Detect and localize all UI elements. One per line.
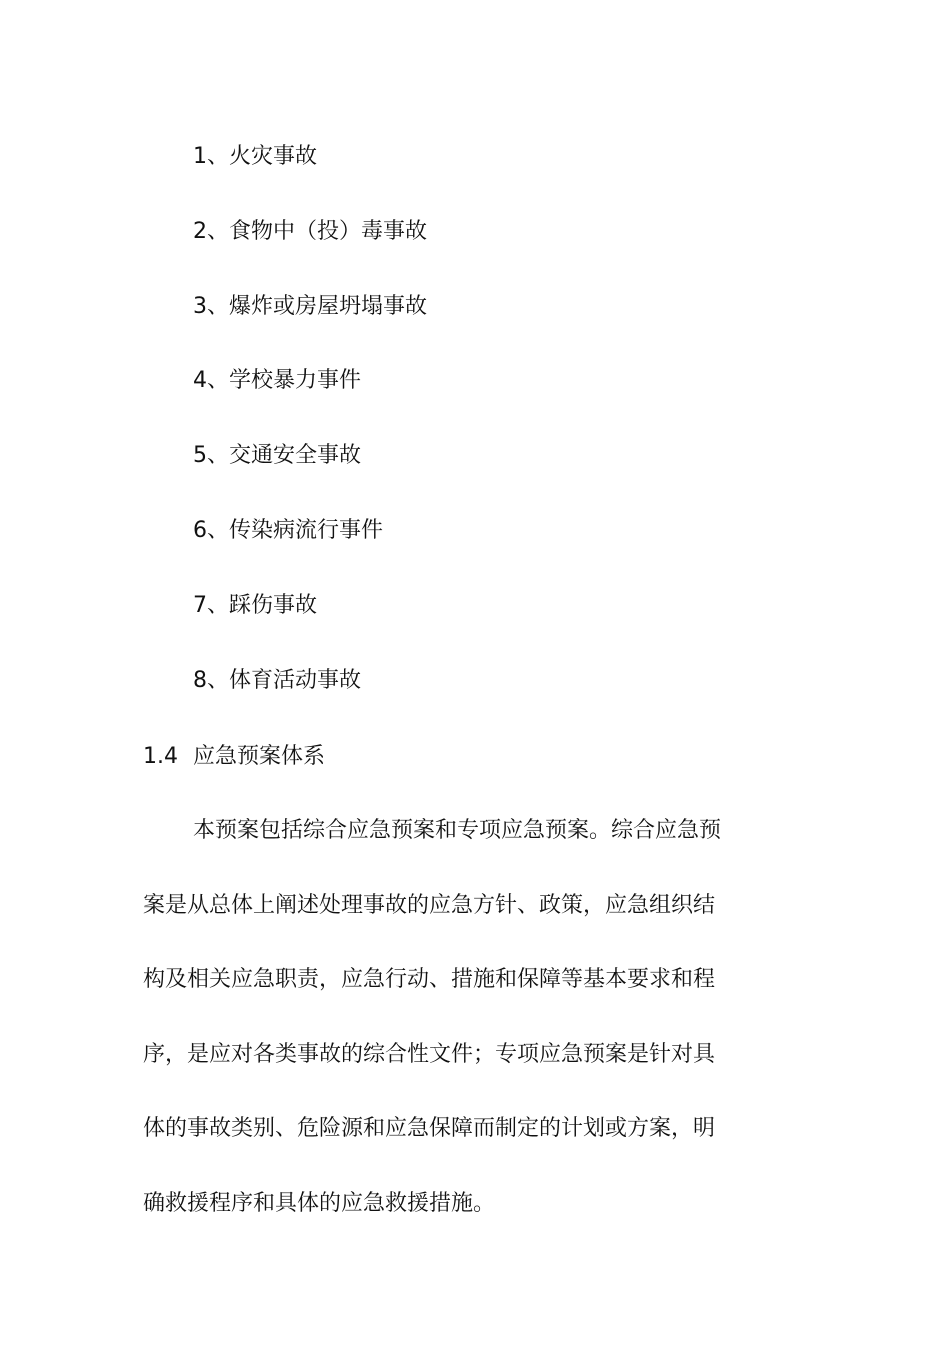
paragraph-line: 构及相关应急职责，应急行动、措施和保障等基本要求和程 <box>143 967 716 993</box>
list-item: 4、学校暴力事件 <box>193 368 361 394</box>
section-number: 1.4 <box>143 744 178 769</box>
incident-type-list <box>193 137 427 735</box>
list-item: 3、爆炸或房屋坍塌事故 <box>193 293 427 319</box>
list-item: 6、传染病流行事件 <box>193 517 383 543</box>
paragraph-line: 序，是应对各类事故的综合性文件；专项应急预案是针对具 <box>143 1041 716 1067</box>
list-item: 1、火灾事故 <box>193 144 317 169</box>
list-item: 5、交通安全事故 <box>193 443 361 469</box>
list-item: 2、食物中（投）毒事故 <box>193 218 427 244</box>
list-item: 8、体育活动事故 <box>193 667 361 693</box>
list-item: 7、踩伤事故 <box>193 592 317 618</box>
body-paragraph <box>143 811 748 1259</box>
section-heading <box>143 737 325 777</box>
paragraph-line: 体的事故类别、危险源和应急保障而制定的计划或方案，明 <box>143 1116 716 1142</box>
paragraph-line: 本预案包括综合应急预案和专项应急预案。综合应急预 <box>193 818 722 843</box>
paragraph-line: 案是从总体上阐述处理事故的应急方针、政策，应急组织结 <box>143 892 716 918</box>
paragraph-line: 确救援程序和具体的应急救援措施。 <box>143 1190 496 1216</box>
section-title: 应急预案体系 <box>193 744 326 769</box>
